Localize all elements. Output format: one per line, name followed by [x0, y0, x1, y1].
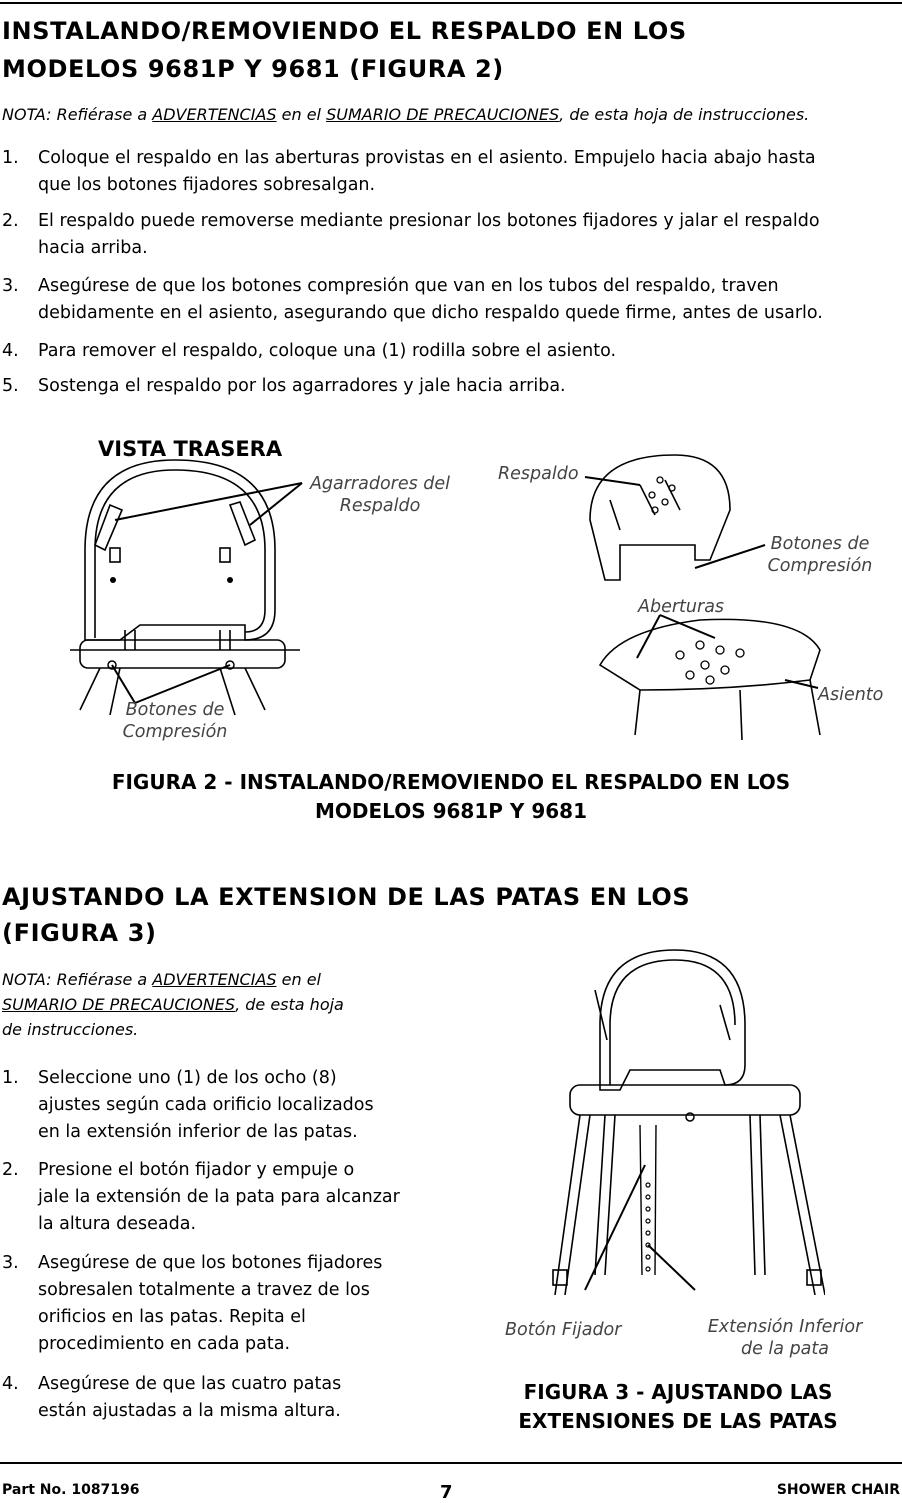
- s2-step-1: [0, 1065, 430, 1145]
- step-number: 1.: [2, 148, 19, 168]
- step-line: Seleccione uno (1) de los ocho (8): [38, 1068, 337, 1088]
- section1-title-line1: INSTALANDO/REMOVIENDO EL RESPALDO EN LOS: [2, 17, 687, 45]
- section2-title-line2: (FIGURA 3): [2, 919, 157, 947]
- step-text: El respaldo puede removerse mediante presionar los botones fijadores y jalar el respaldo: [38, 211, 820, 231]
- step-number: 1.: [2, 1068, 19, 1088]
- note-line: [2, 992, 422, 1017]
- footer-product: SHOWER CHAIR: [776, 1482, 900, 1498]
- s1-step-3-cont: [0, 300, 902, 327]
- label-line: Botones de: [770, 534, 870, 554]
- step-line: en la extensión inferior de las patas.: [38, 1122, 358, 1142]
- s1-step-5: [0, 373, 902, 400]
- step-text: [38, 1157, 400, 1238]
- s1-step-1: [0, 145, 902, 172]
- step-text: Asegúrese de que los botones compresión que van en los tubos del respaldo, traven: [38, 276, 779, 296]
- step-line: la altura deseada.: [38, 1214, 197, 1234]
- step-text: que los botones fijadores sobresalgan.: [38, 175, 376, 195]
- label-asiento: Asiento: [818, 685, 884, 705]
- step-text: [38, 1065, 374, 1146]
- step-number: 2.: [2, 1160, 19, 1180]
- label-agarradores: [300, 473, 460, 517]
- label-line: Agarradores del: [309, 474, 451, 494]
- step-number: 2.: [2, 211, 19, 231]
- s1-step-1-cont: [0, 172, 902, 199]
- s2-step-3: [0, 1250, 430, 1360]
- step-text: [38, 1371, 341, 1425]
- footer-part-no: Part No. 1087196: [2, 1482, 140, 1498]
- note-text: en el: [276, 970, 321, 989]
- note-sumario: SUMARIO DE PRECAUCIONES: [2, 995, 236, 1014]
- top-rule: [0, 2, 902, 4]
- vista-trasera-label: VISTA TRASERA: [98, 437, 283, 461]
- step-number: 4.: [2, 341, 19, 361]
- label-extension-inferior: [700, 1316, 870, 1360]
- label-line: Botones de: [125, 700, 225, 720]
- note-sumario: SUMARIO DE PRECAUCIONES: [326, 105, 560, 124]
- figure3-caption-line2: EXTENSIONES DE LAS PATAS: [518, 1409, 838, 1433]
- label-boton-fijador: Botón Fijador: [505, 1320, 622, 1340]
- step-line: Presione el botón fijador y empuje o: [38, 1160, 355, 1180]
- s1-step-4: [0, 338, 902, 365]
- note-text: , de esta hoja de instrucciones.: [559, 105, 810, 124]
- label-line: Extensión Inferior: [707, 1317, 863, 1337]
- section2-note: [2, 967, 422, 1042]
- note-line: de instrucciones.: [2, 1020, 139, 1039]
- label-line: Respaldo: [339, 496, 421, 516]
- footer-page-number: 7: [440, 1482, 453, 1503]
- section2-title-line1: AJUSTANDO LA EXTENSION DE LAS PATAS EN LOS: [2, 883, 691, 911]
- step-text: Sostenga el respaldo por los agarradores y jale hacia arriba.: [38, 376, 566, 396]
- label-botones-right: [764, 533, 876, 577]
- note-line: [2, 967, 422, 992]
- note-text: en el: [276, 105, 327, 124]
- step-text: hacia arriba.: [38, 238, 148, 258]
- step-number: 3.: [2, 1253, 19, 1273]
- section1-title-line2: MODELOS 9681P Y 9681 (FIGURA 2): [2, 55, 504, 83]
- chair-illustration: [545, 945, 825, 1295]
- note-advertencias: ADVERTENCIAS: [152, 105, 277, 124]
- step-line: están ajustadas a la misma altura.: [38, 1401, 341, 1421]
- step-text: [38, 1250, 382, 1358]
- note-text: , de esta hoja: [235, 995, 344, 1014]
- step-text: Para remover el respaldo, coloque una (1) rodilla sobre el asiento.: [38, 341, 617, 361]
- s1-step-3: [0, 273, 902, 300]
- section1-note: [2, 105, 809, 124]
- step-line: sobresalen totalmente a travez de los: [38, 1280, 370, 1300]
- s2-step-2: [0, 1157, 430, 1237]
- step-number: 4.: [2, 1374, 19, 1394]
- step-line: Asegúrese de que las cuatro patas: [38, 1374, 342, 1394]
- label-respaldo: Respaldo: [498, 464, 579, 484]
- step-number: 5.: [2, 376, 19, 396]
- s1-step-2-cont: [0, 235, 902, 262]
- step-line: procedimiento en cada pata.: [38, 1334, 291, 1354]
- step-line: ajustes según cada orificio localizados: [38, 1095, 374, 1115]
- note-advertencias: ADVERTENCIAS: [152, 970, 277, 989]
- step-line: orificios en las patas. Repita el: [38, 1307, 306, 1327]
- label-line: de la pata: [740, 1339, 829, 1359]
- s1-step-2: [0, 208, 902, 235]
- figure2-caption-line2: MODELOS 9681P Y 9681: [315, 799, 587, 823]
- step-text: Coloque el respaldo en las aberturas provistas en el asiento. Empujelo hacia abajo hasta: [38, 148, 816, 168]
- footer-rule: [0, 1462, 902, 1464]
- label-botones-left: [100, 699, 250, 743]
- note-text: NOTA: Refiérase a: [2, 105, 153, 124]
- label-line: Compresión: [767, 556, 873, 576]
- step-text: debidamente en el asiento, asegurando que dicho respaldo quede firme, antes de usarlo.: [38, 303, 823, 323]
- step-number: 3.: [2, 276, 19, 296]
- label-line: Compresión: [122, 722, 228, 742]
- step-line: jale la extensión de la pata para alcanzar: [38, 1187, 400, 1207]
- note-text: NOTA: Refiérase a: [2, 970, 153, 989]
- s2-step-4: [0, 1371, 430, 1426]
- figure2-caption-line1: FIGURA 2 - INSTALANDO/REMOVIENDO EL RESPALDO EN LOS: [111, 770, 791, 794]
- step-line: Asegúrese de que los botones fijadores: [38, 1253, 383, 1273]
- figure3-caption-line1: FIGURA 3 - AJUSTANDO LAS: [523, 1380, 833, 1404]
- label-aberturas: Aberturas: [638, 597, 725, 617]
